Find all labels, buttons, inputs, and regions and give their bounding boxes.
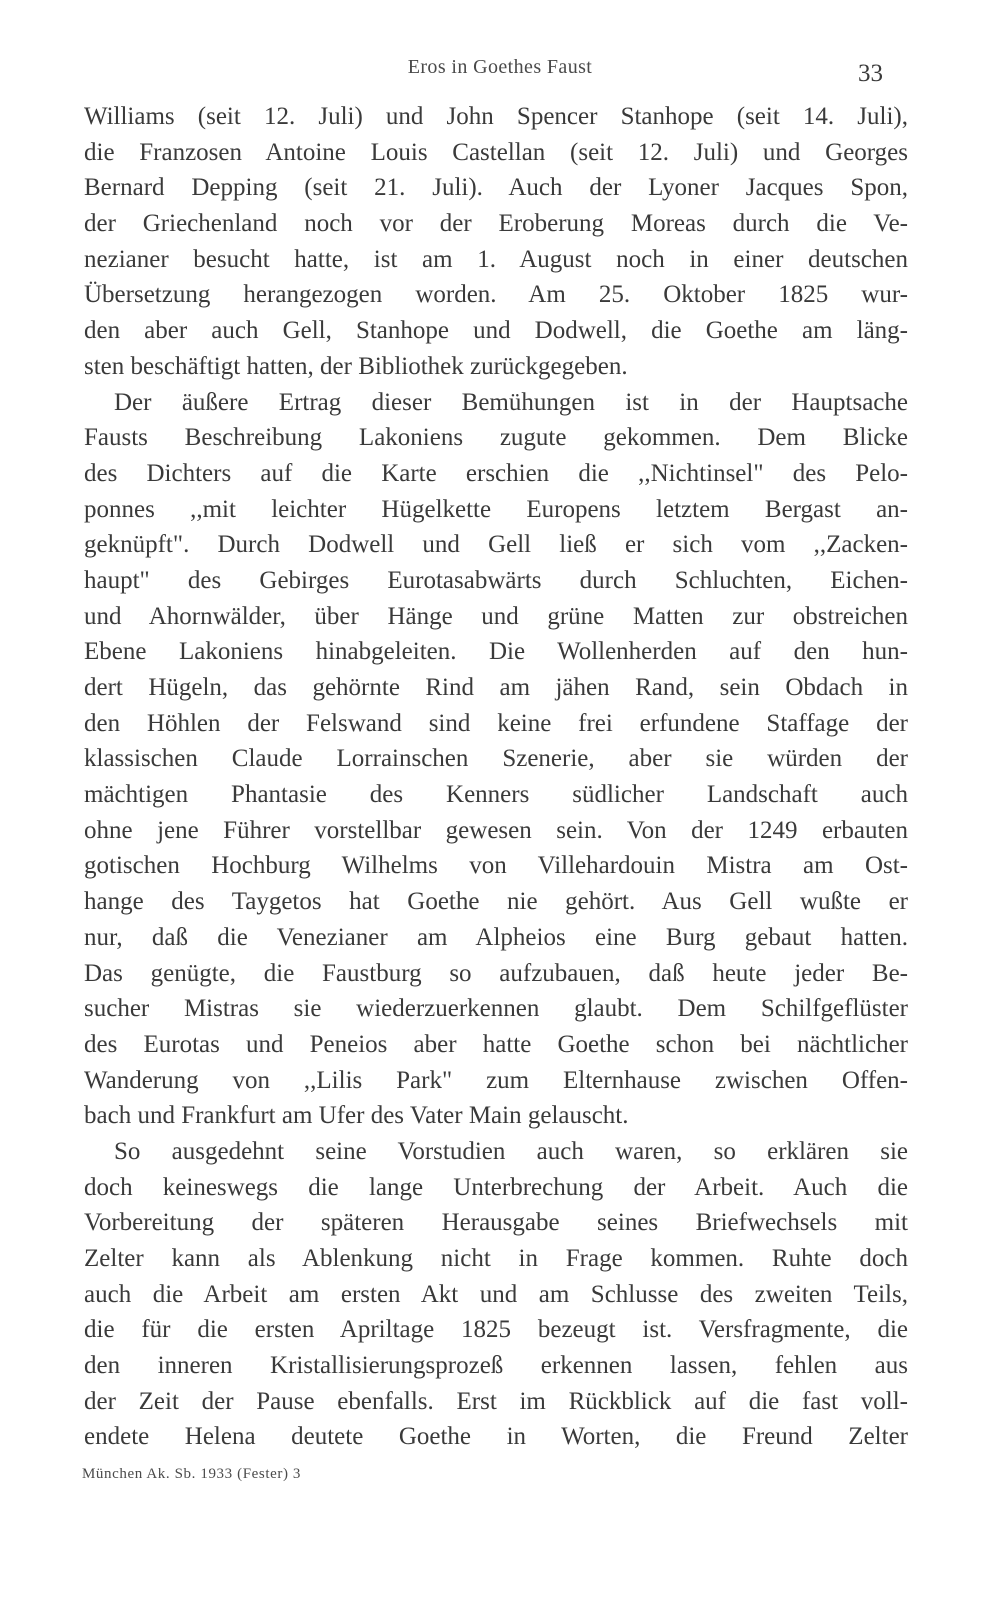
- text-line: die für die ersten Apriltage 1825 bezeugt ist. Versfragmente, die: [84, 1316, 908, 1344]
- text-line: mächtigen Phantasie des Kenners südlicher Landschaft auch: [84, 781, 908, 809]
- text-line: der Griechenland noch vor der Eroberung Moreas durch die Ve-: [84, 210, 908, 238]
- text-line: die Franzosen Antoine Louis Castellan (seit 12. Juli) und Georges: [84, 138, 908, 166]
- text-line: klassischen Claude Lorrainschen Szenerie, aber sie würden der: [84, 745, 908, 773]
- text-line: und Ahornwälder, über Hänge und grüne Matten zur obstreichen: [84, 602, 908, 630]
- text-line: haupt" des Gebirges Eurotasabwärts durch Schluchten, Eichen-: [84, 566, 908, 594]
- body-text: [84, 99, 908, 1455]
- text-line: Übersetzung herangezogen worden. Am 25. Oktober 1825 wur-: [84, 281, 908, 309]
- text-line: Williams (seit 12. Juli) und John Spencer Stanhope (seit 14. Juli),: [84, 103, 908, 130]
- text-line: der Zeit der Pause ebenfalls. Erst im Rückblick auf die fast voll-: [84, 1387, 908, 1415]
- text-line: auch die Arbeit am ersten Akt und am Schlusse des zweiten Teils,: [84, 1280, 908, 1308]
- text-line: So ausgedehnt seine Vorstudien auch waren, so erklären sie: [114, 1137, 908, 1165]
- text-line: nezianer besucht hatte, ist am 1. August noch in einer deutschen: [84, 245, 908, 273]
- page-number: 33: [858, 60, 883, 87]
- text-line: den inneren Kristallisierungsprozeß erkennen lassen, fehlen aus: [84, 1352, 908, 1380]
- text-line: den aber auch Gell, Stanhope und Dodwell, die Goethe am läng-: [84, 317, 908, 345]
- text-line: dert Hügeln, das gehörnte Rind am jähen Rand, sein Obdach in: [84, 674, 908, 701]
- text-line: sucher Mistras sie wiederzuerkennen glaubt. Dem Schilfgeflüster: [84, 995, 908, 1023]
- text-line: des Eurotas und Peneios aber hatte Goethe schon bei nächtlicher: [84, 1030, 908, 1058]
- text-line: ohne jene Führer vorstellbar gewesen sein. Von der 1249 erbauten: [84, 816, 908, 844]
- text-line: des Dichters auf die Karte erschien die ,,Nichtinsel" des Pelo-: [84, 459, 908, 487]
- running-head: Eros in Goethes Faust: [407, 56, 593, 78]
- text-line: Vorbereitung der späteren Herausgabe seines Briefwechsels mit: [84, 1209, 908, 1237]
- text-line: gotischen Hochburg Wilhelms von Villehardouin Mistra am Ost-: [84, 852, 908, 880]
- text-line: hange des Taygetos hat Goethe nie gehört. Aus Gell wußte er: [84, 888, 908, 916]
- text-line: doch keineswegs die lange Unterbrechung der Arbeit. Auch die: [84, 1173, 908, 1201]
- text-line: Fausts Beschreibung Lakoniens zugute gekommen. Dem Blicke: [84, 424, 908, 452]
- text-line: Zelter kann als Ablenkung nicht in Frage kommen. Ruhte doch: [84, 1245, 908, 1272]
- text-line: endete Helena deutete Goethe in Worten, die Freund Zelter: [84, 1423, 908, 1451]
- text-line: Das genügte, die Faustburg so aufzubauen, daß heute jeder Be-: [84, 959, 908, 987]
- text-line: ponnes ,,mit leichter Hügelkette Europens letztem Bergast an-: [84, 495, 908, 523]
- text-line: nur, daß die Venezianer am Alpheios eine Burg gebaut hatten.: [84, 923, 908, 951]
- text-line: den Höhlen der Felswand sind keine frei erfundene Staffage der: [84, 709, 908, 737]
- text-line: Ebene Lakoniens hinabgeleiten. Die Wollenherden auf den hun-: [84, 638, 908, 666]
- text-line: Bernard Depping (seit 21. Juli). Auch der Lyoner Jacques Spon,: [84, 174, 908, 202]
- text-line: bach und Frankfurt am Ufer des Vater Main gelauscht.: [84, 1102, 629, 1130]
- printer-signature: München Ak. Sb. 1933 (Fester) 3: [82, 1466, 301, 1482]
- text-line: geknüpft". Durch Dodwell und Gell ließ er sich vom ,,Zacken-: [84, 531, 908, 559]
- text-line: Der äußere Ertrag dieser Bemühungen ist in der Hauptsache: [114, 388, 908, 416]
- text-line: Wanderung von ,,Lilis Park" zum Elternhause zwischen Offen-: [84, 1066, 908, 1094]
- text-line: sten beschäftigt hatten, der Bibliothek zurückgegeben.: [84, 352, 628, 380]
